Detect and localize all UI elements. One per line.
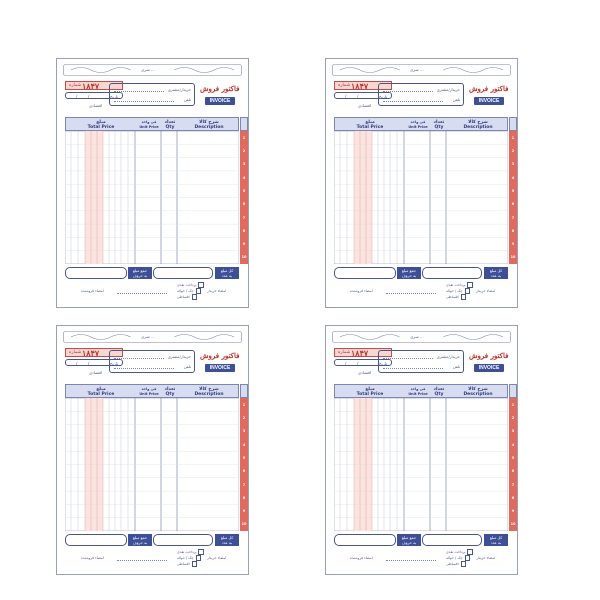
sum-label: جمع مبلغ به حروف [128, 267, 152, 279]
signature-line[interactable] [386, 293, 436, 294]
buyer-line[interactable] [383, 358, 433, 359]
row-number: 8 [511, 229, 515, 233]
economic-code-label: اقتصادی [358, 370, 372, 375]
checkbox-icon [465, 555, 471, 561]
total-label: کل مبلغ به عدد [484, 534, 508, 546]
row-number: 10 [241, 255, 247, 259]
phone-line[interactable] [114, 101, 174, 102]
row-number: 2 [511, 416, 515, 420]
checkbox-icon [467, 549, 473, 555]
row-number: 10 [241, 522, 247, 526]
buyer-line[interactable] [383, 91, 433, 92]
checkbox-icon [192, 561, 198, 567]
number-label: شماره [338, 350, 351, 355]
row-number: 9 [511, 242, 515, 246]
date-separator: / [76, 94, 78, 99]
col-description: شرح کالا Description [194, 120, 224, 130]
row-number: 7 [511, 483, 515, 487]
row-number: 8 [242, 229, 246, 233]
col-unit-price: فی واحد Unit Price [139, 120, 159, 129]
invoice-sheet-4 [325, 325, 518, 575]
row-number: 7 [511, 216, 515, 220]
date-label: تاریخ [379, 361, 387, 366]
payment-cash-option[interactable]: پرداخت نقدی [446, 282, 473, 288]
date-separator: / [345, 361, 347, 366]
economic-code-label: اقتصادی [89, 370, 103, 375]
row-number: 5 [242, 189, 246, 193]
phone-label: تلفن [183, 364, 191, 369]
checkbox-icon [465, 288, 471, 294]
invoice-badge: INVOICE [474, 364, 504, 372]
row-number: 2 [511, 149, 515, 153]
series-label: سری ... [141, 334, 155, 339]
total-label: کل مبلغ به عدد [215, 534, 239, 546]
totals-row [334, 534, 508, 546]
table-header [65, 384, 239, 398]
header-ornament [332, 331, 511, 343]
brand-title: فاکتور فروش [469, 351, 509, 360]
payment-check-option[interactable]: چک / حواله [177, 288, 201, 294]
brand-title: فاکتور فروش [469, 84, 509, 93]
row-number: 1 [242, 136, 246, 140]
col-unit-price: فی واحد Unit Price [408, 120, 428, 129]
row-number: 4 [242, 176, 246, 180]
row-number: 9 [242, 509, 246, 513]
invoice-sheet-1 [56, 58, 249, 308]
checkbox-icon [467, 282, 473, 288]
line-items-grid[interactable] [65, 398, 239, 531]
total-field[interactable] [153, 534, 213, 546]
invoice-badge: INVOICE [474, 97, 504, 105]
checkbox-icon [196, 288, 202, 294]
phone-line[interactable] [383, 368, 443, 369]
checkbox-icon [198, 282, 204, 288]
total-field[interactable] [422, 534, 482, 546]
signature-line[interactable] [117, 560, 167, 561]
row-number: 5 [511, 189, 515, 193]
series-label: سری ... [410, 334, 424, 339]
col-total: مبلغ Total Price [87, 120, 115, 130]
row-number: 3 [511, 162, 515, 166]
row-number: 3 [242, 429, 246, 433]
header-ornament [63, 64, 242, 76]
row-number: 2 [242, 416, 246, 420]
row-numbers [240, 131, 248, 264]
row-number: 6 [511, 469, 515, 473]
buyer-line[interactable] [114, 358, 164, 359]
total-label: کل مبلغ به عدد [484, 267, 508, 279]
col-description: شرح کالا Description [194, 387, 224, 397]
col-qty: تعداد Qty [164, 387, 176, 397]
totals-row [334, 267, 508, 279]
seller-signature-label: امضاء فروشنده [350, 289, 373, 293]
phone-label: تلفن [452, 364, 460, 369]
payment-cash-option[interactable]: پرداخت نقدی [177, 549, 204, 555]
total-field[interactable] [153, 267, 213, 279]
row-number: 7 [242, 483, 246, 487]
totals-row [65, 534, 239, 546]
checkbox-icon [192, 294, 198, 300]
buyer-info-box[interactable] [109, 350, 195, 373]
row-number: 4 [242, 443, 246, 447]
buyer-signature-label: امضاء خریدار [476, 556, 496, 560]
checkbox-icon [198, 549, 204, 555]
row-number: 1 [511, 136, 515, 140]
row-number-header [240, 117, 248, 131]
sum-label: جمع مبلغ به حروف [128, 534, 152, 546]
line-items-grid[interactable] [334, 131, 508, 264]
row-number: 3 [511, 429, 515, 433]
col-total: مبلغ Total Price [356, 120, 384, 130]
col-unit-price: فی واحد Unit Price [139, 387, 159, 396]
payment-credit-option[interactable]: اقساطی [177, 561, 197, 567]
checkbox-icon [461, 561, 467, 567]
economic-code-label: اقتصادی [358, 103, 372, 108]
payment-credit-option[interactable]: اقساطی [177, 294, 197, 300]
sum-label: جمع مبلغ به حروف [397, 267, 421, 279]
row-numbers [240, 398, 248, 531]
invoice-sheet-2 [325, 58, 518, 308]
series-label: سری ... [410, 67, 424, 72]
row-numbers [509, 131, 517, 264]
invoice-number: ۱۸۴۷ [351, 81, 369, 91]
buyer-signature-label: امضاء خریدار [207, 556, 227, 560]
economic-code-label: اقتصادی [89, 103, 103, 108]
row-number: 3 [242, 162, 246, 166]
date-separator: / [76, 361, 78, 366]
payment-check-option[interactable]: چک / حواله [446, 555, 470, 561]
row-number: 6 [242, 469, 246, 473]
row-number: 6 [511, 202, 515, 206]
row-number: 10 [510, 255, 516, 259]
invoice-sheet-3 [56, 325, 249, 575]
phone-label: تلفن [183, 97, 191, 102]
row-number: 2 [242, 149, 246, 153]
number-label: شماره [69, 83, 82, 88]
date-separator: / [345, 94, 347, 99]
header-ornament [63, 331, 242, 343]
seller-signature-label: امضاء فروشنده [81, 556, 104, 560]
sum-words-field[interactable] [65, 267, 127, 279]
invoice-number: ۱۸۴۷ [82, 348, 100, 358]
buyer-info-box[interactable] [378, 350, 464, 373]
buyer-label: خریدار/مشتری [436, 354, 460, 359]
row-number: 4 [511, 176, 515, 180]
date-label: تاریخ [110, 361, 118, 366]
totals-row [65, 267, 239, 279]
col-total: مبلغ Total Price [87, 387, 115, 397]
buyer-signature-label: امضاء خریدار [207, 289, 227, 293]
phone-line[interactable] [383, 101, 443, 102]
date-label: تاریخ [379, 94, 387, 99]
table-header [65, 117, 239, 131]
date-separator: / [88, 361, 90, 366]
sum-words-field[interactable] [334, 267, 396, 279]
invoice-number: ۱۸۴۷ [82, 81, 100, 91]
row-numbers [509, 398, 517, 531]
row-number: 9 [511, 509, 515, 513]
col-qty: تعداد Qty [433, 120, 445, 130]
buyer-label: خریدار/مشتری [167, 354, 191, 359]
total-field[interactable] [422, 267, 482, 279]
row-number-header [509, 384, 517, 398]
payment-check-option[interactable]: چک / حواله [177, 555, 201, 561]
buyer-line[interactable] [114, 91, 164, 92]
checkbox-icon [461, 294, 467, 300]
payment-check-option[interactable]: چک / حواله [446, 288, 470, 294]
buyer-label: خریدار/مشتری [436, 87, 460, 92]
payment-cash-option[interactable]: پرداخت نقدی [177, 282, 204, 288]
line-items-grid[interactable] [65, 131, 239, 264]
row-number: 4 [511, 443, 515, 447]
sum-label: جمع مبلغ به حروف [397, 534, 421, 546]
col-total: مبلغ Total Price [356, 387, 384, 397]
signature-line[interactable] [386, 560, 436, 561]
date-separator: / [357, 94, 359, 99]
row-number: 1 [511, 403, 515, 407]
row-number: 6 [242, 202, 246, 206]
date-separator: / [357, 361, 359, 366]
row-number-header [240, 384, 248, 398]
seller-signature-label: امضاء فروشنده [350, 556, 373, 560]
invoice-badge: INVOICE [205, 97, 235, 105]
row-number: 9 [242, 242, 246, 246]
col-qty: تعداد Qty [164, 120, 176, 130]
col-description: شرح کالا Description [463, 387, 493, 397]
phone-line[interactable] [114, 368, 174, 369]
buyer-info-box[interactable] [109, 83, 195, 106]
phone-label: تلفن [452, 97, 460, 102]
payment-cash-option[interactable]: پرداخت نقدی [446, 549, 473, 555]
sum-words-field[interactable] [334, 534, 396, 546]
invoice-badge: INVOICE [205, 364, 235, 372]
number-label: شماره [338, 83, 351, 88]
col-unit-price: فی واحد Unit Price [408, 387, 428, 396]
date-label: تاریخ [110, 94, 118, 99]
buyer-label: خریدار/مشتری [167, 87, 191, 92]
sum-words-field[interactable] [65, 534, 127, 546]
series-label: سری ... [141, 67, 155, 72]
total-label: کل مبلغ به عدد [215, 267, 239, 279]
table-header [334, 384, 508, 398]
row-number: 1 [242, 403, 246, 407]
payment-credit-option[interactable]: اقساطی [446, 294, 466, 300]
buyer-info-box[interactable] [378, 83, 464, 106]
buyer-signature-label: امضاء خریدار [476, 289, 496, 293]
line-items-grid[interactable] [334, 398, 508, 531]
row-number: 10 [510, 522, 516, 526]
col-description: شرح کالا Description [463, 120, 493, 130]
row-number: 7 [242, 216, 246, 220]
row-number: 8 [511, 496, 515, 500]
row-number: 5 [511, 456, 515, 460]
row-number-header [509, 117, 517, 131]
brand-title: فاکتور فروش [200, 351, 240, 360]
seller-signature-label: امضاء فروشنده [81, 289, 104, 293]
checkbox-icon [196, 555, 202, 561]
row-number: 8 [242, 496, 246, 500]
brand-title: فاکتور فروش [200, 84, 240, 93]
table-header [334, 117, 508, 131]
col-qty: تعداد Qty [433, 387, 445, 397]
date-separator: / [88, 94, 90, 99]
payment-credit-option[interactable]: اقساطی [446, 561, 466, 567]
invoice-number: ۱۸۴۷ [351, 348, 369, 358]
signature-line[interactable] [117, 293, 167, 294]
header-ornament [332, 64, 511, 76]
number-label: شماره [69, 350, 82, 355]
row-number: 5 [242, 456, 246, 460]
